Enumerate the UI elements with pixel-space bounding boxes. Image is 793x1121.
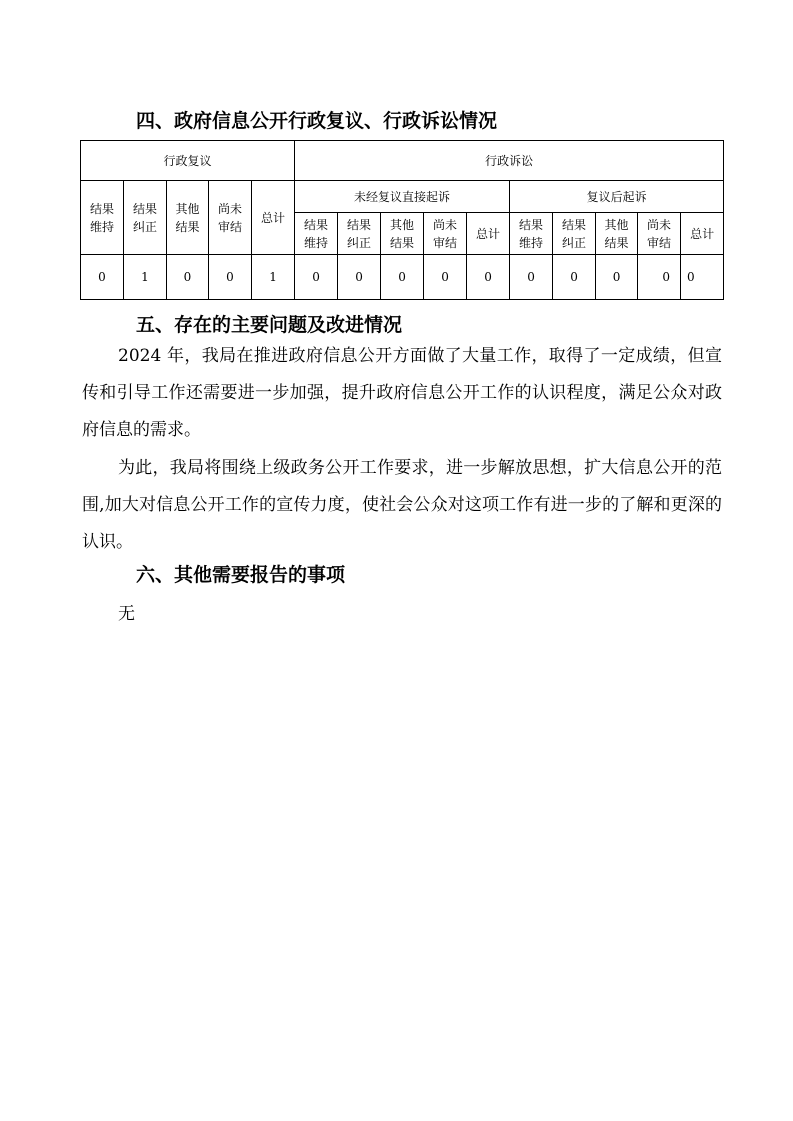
direct-suit-header: 未经复议直接起诉 [295,181,510,213]
section6-paragraph: 无 [118,604,135,624]
direct-value-other: 0 [381,255,424,300]
section5-paragraph-1: 2024 年，我局在推进政府信息公开方面做了大量工作，取得了一定成绩，但宣传和引导工作还需要进一步加强，提升政府信息公开工作的认识程度，满足公众对政府信息的需求。 [82,346,722,440]
after-value-corrected: 0 [553,255,596,300]
litigation-header: 行政诉讼 [295,141,724,181]
direct-col-other: 其他结果 [381,213,424,255]
direct-col-maintained: 结果维持 [295,213,338,255]
review-litigation-table [80,140,724,300]
section6-heading: 六、其他需要报告的事项 [136,564,346,586]
after-value-other: 0 [596,255,638,300]
after-col-other: 其他结果 [596,213,638,255]
after-col-total: 总计 [681,213,724,255]
table-values-row [81,255,724,300]
direct-col-pending: 尚未审结 [424,213,467,255]
after-value-total: 0 [681,255,724,300]
review-value-total: 1 [252,255,295,300]
after-value-pending: 0 [638,255,681,300]
direct-value-pending: 0 [424,255,467,300]
review-col-corrected: 结果纠正 [124,181,167,255]
after-col-maintained: 结果维持 [510,213,553,255]
review-value-pending: 0 [209,255,252,300]
direct-value-corrected: 0 [338,255,381,300]
section4-heading: 四、政府信息公开行政复议、行政诉讼情况 [136,110,498,132]
after-col-pending: 尚未审结 [638,213,681,255]
after-col-corrected: 结果纠正 [553,213,596,255]
direct-col-total: 总计 [467,213,510,255]
review-col-total: 总计 [252,181,295,255]
review-value-maintained: 0 [81,255,124,300]
direct-value-maintained: 0 [295,255,338,300]
direct-col-corrected: 结果纠正 [338,213,381,255]
after-value-maintained: 0 [510,255,553,300]
review-col-pending: 尚未审结 [209,181,252,255]
review-col-maintained: 结果维持 [81,181,124,255]
review-col-other: 其他结果 [167,181,209,255]
review-value-corrected: 1 [124,255,167,300]
direct-value-total: 0 [467,255,510,300]
section5-paragraph-2: 为此，我局将围绕上级政务公开工作要求，进一步解放思想，扩大信息公开的范围,加大对信息公开工作的宣传力度，使社会公众对这项工作有进一步的了解和更深的认识。 [82,458,722,552]
review-value-other: 0 [167,255,209,300]
review-header: 行政复议 [81,141,295,181]
after-review-header: 复议后起诉 [510,181,724,213]
table-header-row [81,141,724,181]
section5-heading: 五、存在的主要问题及改进情况 [136,314,403,336]
table-subheader-row [81,181,724,213]
